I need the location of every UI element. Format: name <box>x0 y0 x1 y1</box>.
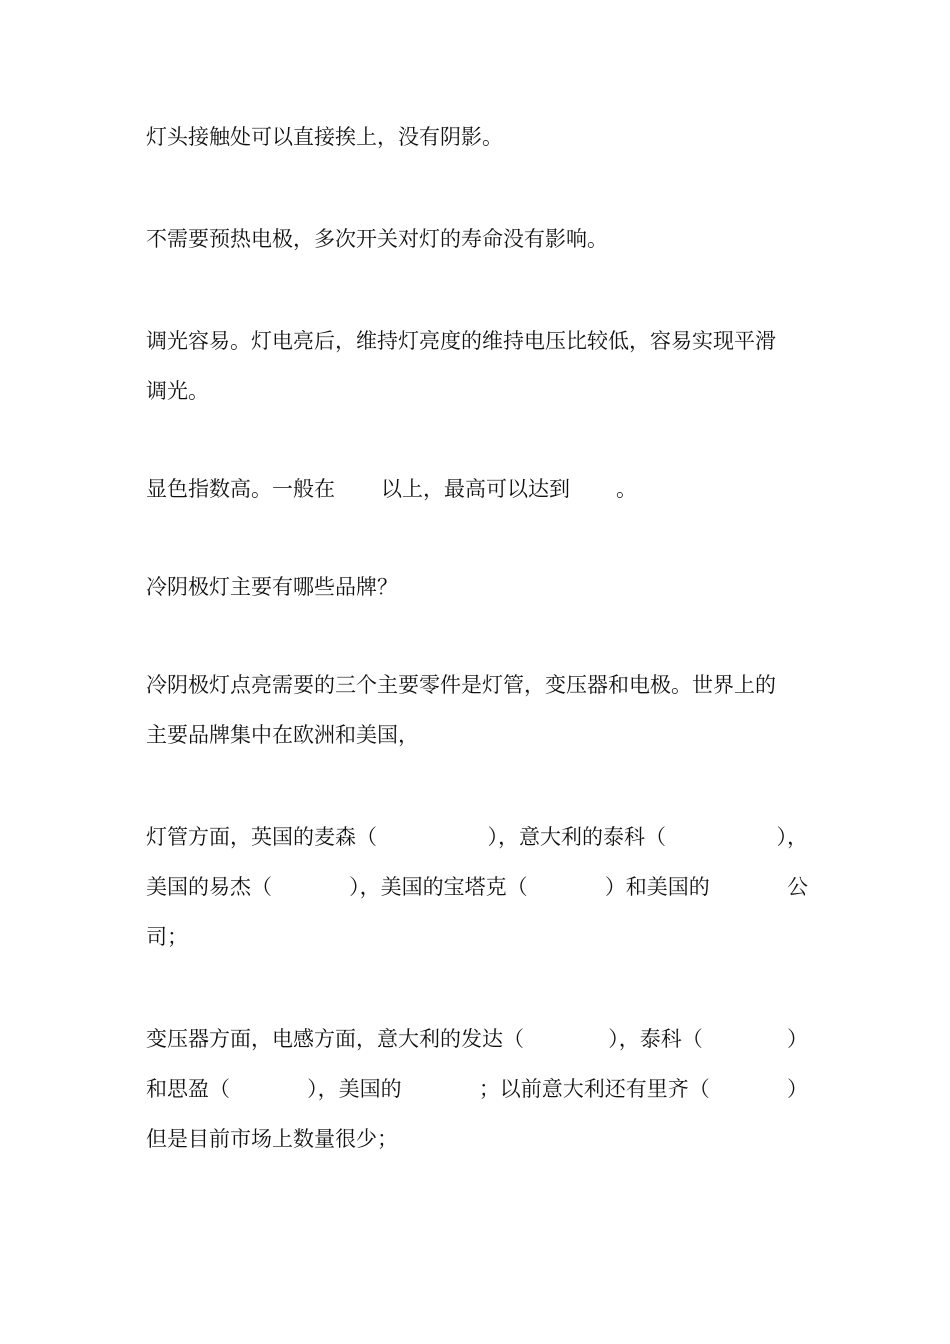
paragraph-lamp-tube-brands <box>146 812 808 962</box>
paragraph-transformer-brands <box>146 1014 808 1164</box>
text: ） <box>786 1077 808 1101</box>
text: 以上，最高可以达到 <box>381 477 570 501</box>
text: ）和美国的 <box>604 875 710 899</box>
text: ），意大利的泰科（ <box>487 825 666 849</box>
text: 公 <box>786 875 808 899</box>
text-line <box>146 812 808 862</box>
text-line <box>146 1014 808 1064</box>
text-line: 但是目前市场上数量很少； <box>146 1127 398 1151</box>
text: 灯头接触处可以直接挨上，没有阴影。 <box>146 125 503 149</box>
paragraph-dimming <box>146 316 808 416</box>
text: 。 <box>616 477 637 501</box>
paragraph-question-heading <box>146 562 808 612</box>
text: ）， <box>776 825 808 849</box>
text: 冷阴极灯主要有哪些品牌？ <box>146 575 398 599</box>
paragraph-lamp-head <box>146 112 808 162</box>
text-line <box>146 1064 808 1114</box>
text-line: 司； <box>146 925 188 949</box>
paragraph-main-parts <box>146 660 808 760</box>
text: 美国的易杰（ <box>146 875 272 899</box>
text-line: 冷阴极灯点亮需要的三个主要零件是灯管，变压器和电极。世界上的 <box>146 673 776 697</box>
text-line: 调光容易。灯电亮后，维持灯亮度的维持电压比较低，容易实现平滑 <box>146 329 776 353</box>
document-body <box>146 112 808 1164</box>
text: ），美国的宝塔克（ <box>349 875 528 899</box>
text: 灯管方面，英国的麦森（ <box>146 825 377 849</box>
paragraph-preheat <box>146 214 808 264</box>
text-line: 调光。 <box>146 379 209 403</box>
paragraph-color-index <box>146 464 808 514</box>
text: ；以前意大利还有里齐（ <box>478 1077 710 1101</box>
text-line <box>146 862 808 912</box>
text-line: 主要品牌集中在欧洲和美国， <box>146 723 419 747</box>
text: ），美国的 <box>307 1077 402 1101</box>
text: ） <box>787 1027 808 1051</box>
text: 显色指数高。一般在 <box>146 477 335 501</box>
text: 和思盈（ <box>146 1077 230 1101</box>
text: 不需要预热电极，多次开关对灯的寿命没有影响。 <box>146 227 608 251</box>
text: ），泰科（ <box>608 1027 703 1051</box>
text: 变压器方面，电感方面，意大利的发达（ <box>146 1027 524 1051</box>
